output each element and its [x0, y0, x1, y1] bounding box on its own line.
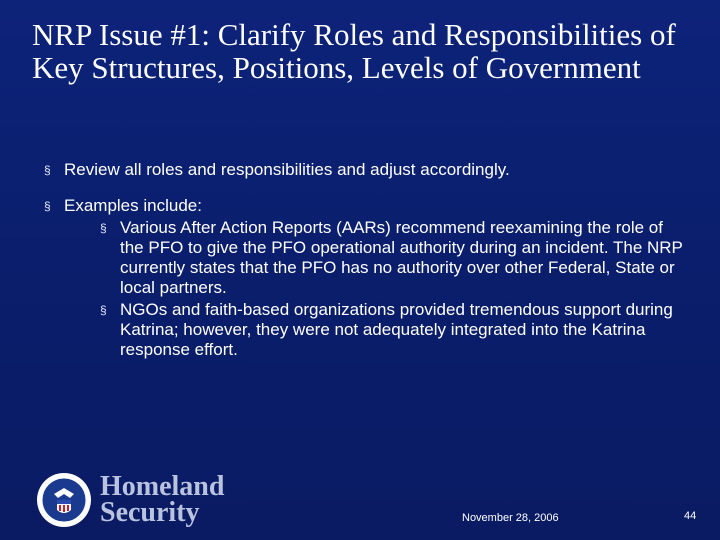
- logo-line-2: Security: [100, 497, 200, 528]
- bullet-icon: §: [100, 221, 107, 235]
- slide-title: NRP Issue #1: Clarify Roles and Responsibilities of Key Structures, Positions, Levels of Government: [32, 17, 676, 85]
- sub-bullet-text: Various After Action Reports (AARs) recommend reexamining the role of the PFO to give the PFO operational authority during an incident. The NRP currently states that the PFO has no authority over other Federal, State or local partners.: [120, 218, 683, 297]
- bullet-icon: §: [44, 163, 51, 177]
- logo-wordmark: [100, 471, 225, 528]
- dhs-logo: [36, 470, 236, 530]
- bullet-icon: §: [44, 199, 51, 213]
- bullet-text: Examples include:: [64, 196, 202, 215]
- bullet-icon: §: [100, 303, 107, 317]
- bullet-text: Review all roles and responsibilities and adjust accordingly.: [64, 160, 510, 179]
- slide-body: [44, 160, 684, 376]
- sub-bullet-item: [100, 218, 684, 298]
- bullet-item: [44, 160, 684, 180]
- dhs-seal-icon: [36, 472, 92, 528]
- slide-date: November 28, 2006: [462, 512, 559, 524]
- slide-number: 44: [684, 510, 697, 522]
- bullet-item: [44, 196, 684, 360]
- sub-bullet-text: NGOs and faith-based organizations provided tremendous support during Katrina; however, they were not adequately integrated into the Katrina response effort.: [120, 300, 673, 359]
- logo-line-1: Homeland: [100, 471, 225, 502]
- sub-bullet-item: [100, 300, 684, 360]
